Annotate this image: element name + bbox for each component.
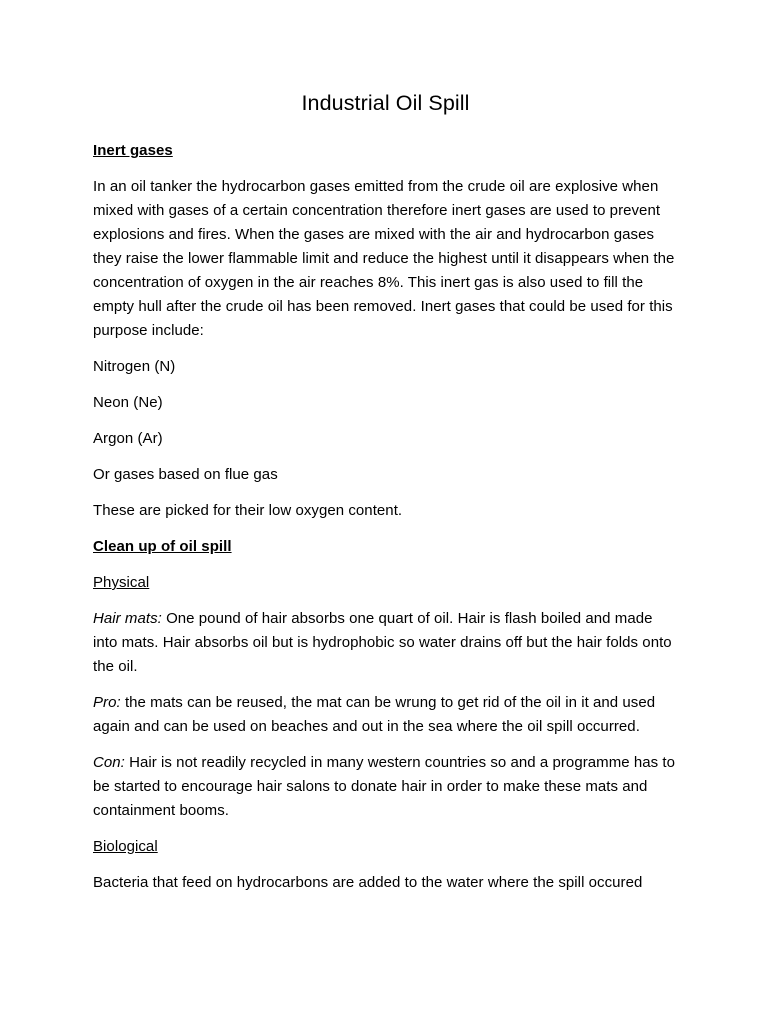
- pro-text: the mats can be reused, the mat can be wrung to get rid of the oil in it and used again and can be used on beaches and out in the sea where the oil spill occurred.: [93, 694, 656, 735]
- subsection-heading-biological: [93, 835, 678, 859]
- document-title: Industrial Oil Spill: [301, 91, 470, 115]
- section-heading-inert-gases: [93, 139, 678, 163]
- document-body: [93, 88, 678, 907]
- inert-gas-item-nitrogen: Nitrogen (N): [93, 358, 176, 375]
- section-heading-clean-up: [93, 535, 678, 559]
- inert-gases-heading: Inert gases: [93, 142, 173, 159]
- con-lead: Con:: [93, 754, 130, 771]
- physical-heading: Physical: [93, 574, 150, 591]
- pro-paragraph: [93, 691, 678, 739]
- biological-heading: Biological: [93, 838, 158, 855]
- inert-gases-intro-paragraph: In an oil tanker the hydrocarbon gases emitted from the crude oil are explosive when mixed with gases of a certain concentration therefore inert gases are used to prevent explosions and fires. When the gases are mixed with the air and hydrocarbon gases they raise the lower flammable limit and reduce the highest until it disappears when the concentration of oxygen in the air reaches 8%. This inert gas is also used to fill the empty hull after the crude oil has been removed. Inert gases that could be used for this purpose include:: [93, 178, 675, 339]
- con-text: Hair is not readily recycled in many western countries so and a programme has to be started to encourage hair salons to donate hair in order to make these mats and containment booms.: [93, 754, 676, 819]
- inert-gases-closing-paragraph: These are picked for their low oxygen content.: [93, 502, 403, 519]
- biological-paragraph: Bacteria that feed on hydrocarbons are added to the water where the spill occured: [93, 874, 643, 891]
- inert-gas-item-neon: Neon (Ne): [93, 394, 163, 411]
- clean-up-heading: Clean up of oil spill: [93, 538, 232, 555]
- hair-mats-lead: Hair mats:: [93, 610, 167, 627]
- con-paragraph: [93, 751, 678, 823]
- hair-mats-text: One pound of hair absorbs one quart of oil. Hair is flash boiled and made into mats. Hair absorbs oil but is hydrophobic so water drains off but the hair folds onto the oil.: [93, 610, 672, 675]
- inert-gas-item-flue-gas: Or gases based on flue gas: [93, 466, 278, 483]
- pro-lead: Pro:: [93, 694, 125, 711]
- inert-gas-item-argon: Argon (Ar): [93, 430, 163, 447]
- subsection-heading-physical: [93, 571, 678, 595]
- hair-mats-paragraph: [93, 607, 678, 679]
